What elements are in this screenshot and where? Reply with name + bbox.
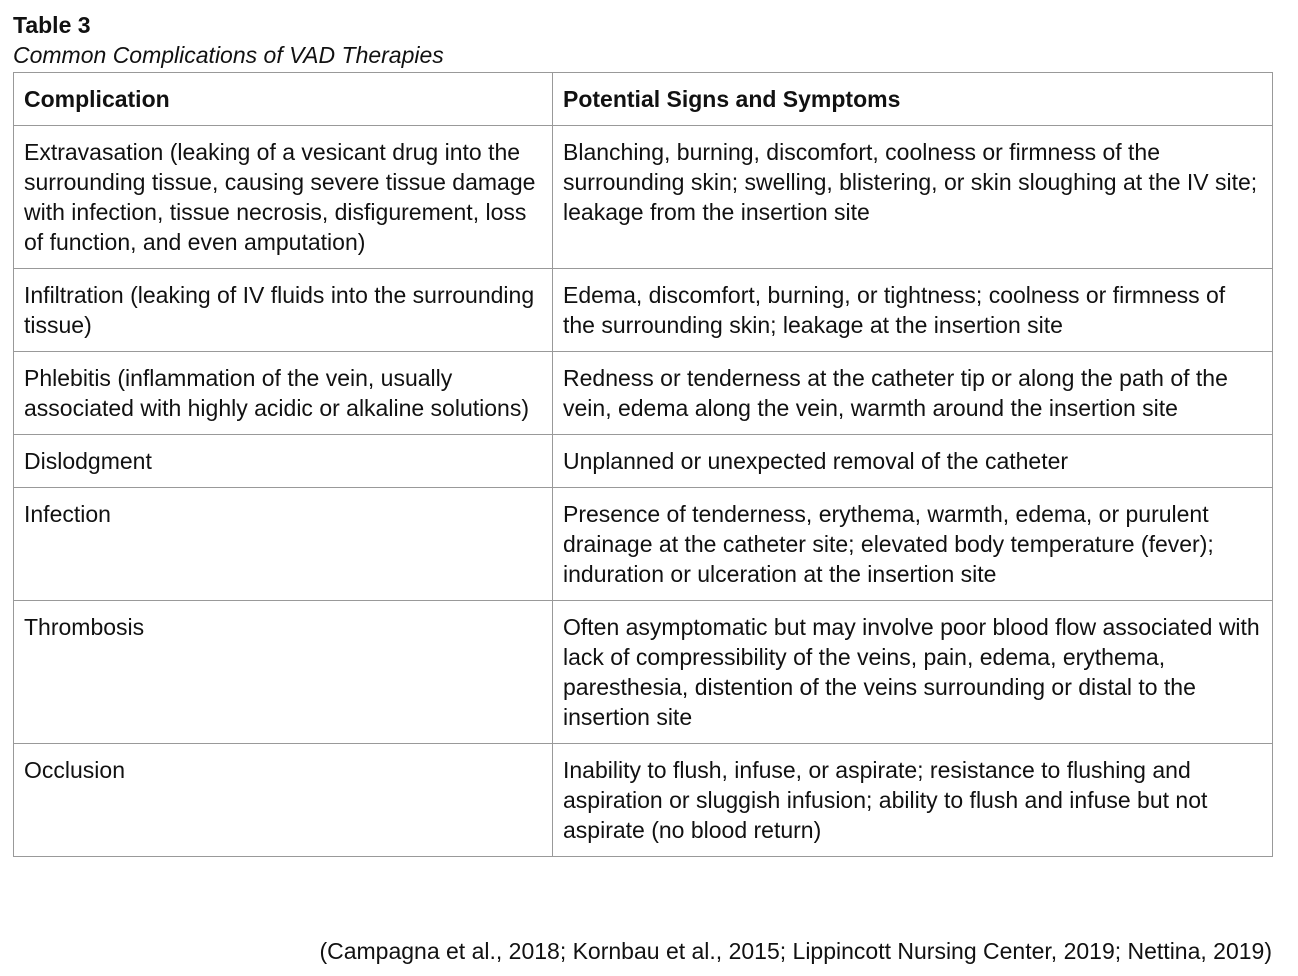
complications-table	[13, 72, 1273, 857]
header-signs-symptoms: Potential Signs and Symptoms	[553, 73, 1273, 126]
table-row	[14, 744, 1273, 857]
signs-cell: Unplanned or unexpected removal of the catheter	[553, 435, 1273, 488]
table-row	[14, 269, 1273, 352]
signs-cell: Inability to flush, infuse, or aspirate; resistance to flushing and aspiration or sluggish infusion; ability to flush and infuse but not aspirate (no blood return)	[553, 744, 1273, 857]
header-complication: Complication	[14, 73, 553, 126]
complication-cell: Phlebitis (inflammation of the vein, usually associated with highly acidic or alkaline solutions)	[14, 352, 553, 435]
complication-cell: Extravasation (leaking of a vesicant drug into the surrounding tissue, causing severe tissue damage with infection, tissue necrosis, disfigurement, loss of function, and even amputation)	[14, 126, 553, 269]
complication-cell: Occlusion	[14, 744, 553, 857]
table-label: Table 3	[13, 12, 91, 38]
signs-cell: Presence of tenderness, erythema, warmth, edema, or purulent drainage at the catheter site; elevated body temperature (fever); induration or ulceration at the insertion site	[553, 488, 1273, 601]
header-row	[14, 73, 1273, 126]
table-row	[14, 126, 1273, 269]
complication-cell: Thrombosis	[14, 601, 553, 744]
table-row	[14, 435, 1273, 488]
table-row	[14, 352, 1273, 435]
source-citation: (Campagna et al., 2018; Kornbau et al., 2015; Lippincott Nursing Center, 2019; Nettina, 2019)	[319, 938, 1272, 964]
complication-cell: Infiltration (leaking of IV fluids into the surrounding tissue)	[14, 269, 553, 352]
signs-cell: Often asymptomatic but may involve poor blood flow associated with lack of compressibility of the veins, pain, edema, erythema, paresthesia, distention of the veins surrounding or distal to the insertion site	[553, 601, 1273, 744]
complication-cell: Dislodgment	[14, 435, 553, 488]
table-title: Common Complications of VAD Therapies	[13, 42, 444, 68]
signs-cell: Redness or tenderness at the catheter tip or along the path of the vein, edema along the vein, warmth around the insertion site	[553, 352, 1273, 435]
complication-cell: Infection	[14, 488, 553, 601]
table-row	[14, 488, 1273, 601]
signs-cell: Blanching, burning, discomfort, coolness or firmness of the surrounding skin; swelling, blistering, or skin sloughing at the IV site; leakage from the insertion site	[553, 126, 1273, 269]
signs-cell: Edema, discomfort, burning, or tightness; coolness or firmness of the surrounding skin; leakage at the insertion site	[553, 269, 1273, 352]
table-row	[14, 601, 1273, 744]
